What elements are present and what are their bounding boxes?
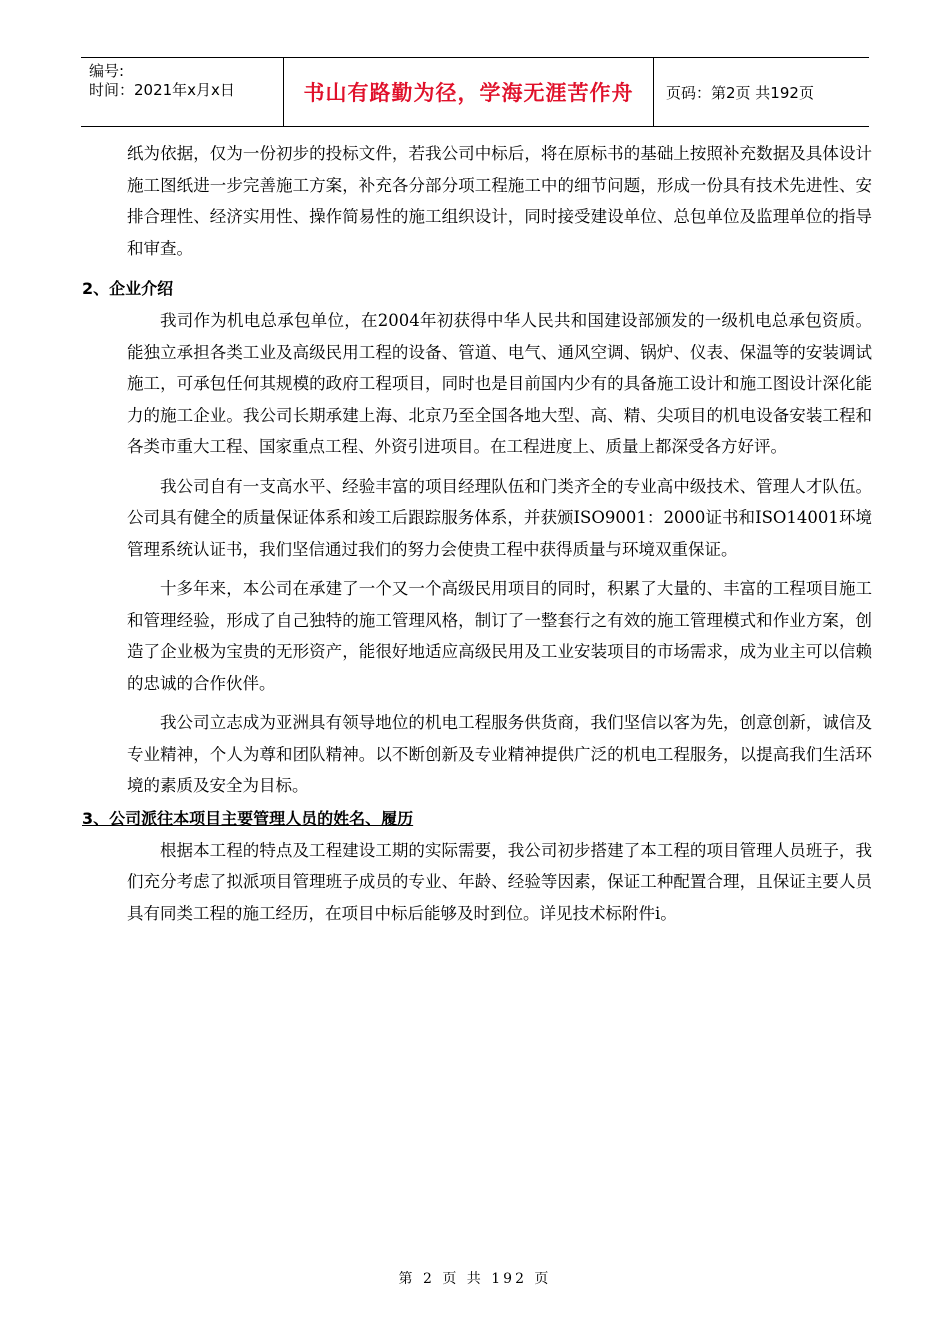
intro-paragraph: 纸为依据，仅为一份初步的投标文件，若我公司中标后，将在原标书的基础上按照补充数据及具体设计施工图纸进一步完善施工方案，补充各分部分项工程施工中的细节问题，形成一份具有技术先进性、安排合理性、经济实用性、操作简易性的施工组织设计，同时接受建设单位、总包单位及监理单位的指导和审查。: [127, 144, 872, 258]
document-body: [82, 138, 872, 929]
section-2-paragraph-4: 我公司立志成为亚洲具有领导地位的机电工程服务供货商，我们坚信以客为先，创意创新，诚信及专业精神，个人为尊和团队精神。以不断创新及专业精神提供广泛的机电工程服务，以提高我们生活环境的素质及安全为目标。: [127, 713, 872, 795]
header-motto: 书山有路勤为径，学海无涯苦作舟: [284, 58, 654, 126]
section-2-paragraph-1: 我司作为机电总承包单位，在2004年初获得中华人民共和国建设部颁发的一级机电总承包资质。能独立承担各类工业及高级民用工程的设备、管道、电气、通风空调、锅炉、仪表、保温等的安装调试施工，可承包任何其规模的政府工程项目，同时也是目前国内少有的具备施工设计和施工图设计深化能力的施工企业。我公司长期承建上海、北京乃至全国各地大型、高、精、尖项目的机电设备安装工程和各类市重大工程、国家重点工程、外资引进项目。在工程进度上、质量上都深受各方好评。: [127, 311, 872, 456]
page-footer: 第 2 页 共 192 页: [398, 1271, 552, 1287]
document-number-label: 编号:: [89, 62, 125, 80]
section-2-paragraph-2: 我公司自有一支高水平、经验丰富的项目经理队伍和门类齐全的专业高中级技术、管理人才队伍。公司具有健全的质量保证体系和竣工后跟踪服务体系，并获颁ISO9001：2000证书和ISO14001环境管理系统认证书，我们坚信通过我们的努力会使贵工程中获得质量与环境双重保证。: [127, 476, 872, 559]
header-meta: [81, 58, 284, 126]
section-2-paragraph-3: 十多年来，本公司在承建了一个又一个高级民用项目的同时，积累了大量的、丰富的工程项目施工和管理经验，形成了自己独特的施工管理风格，制订了一整套行之有效的施工管理模式和作业方案，创造了企业极为宝贵的无形资产，能很好地适应高级民用及工业安装项目的市场需求，成为业主可以信赖的忠诚的合作伙伴。: [127, 579, 872, 693]
header-page-info: 页码：第2页 共192页: [666, 83, 814, 102]
document-header: [81, 57, 869, 127]
section-3-heading: [82, 802, 872, 835]
document-time-label: 时间：2021年x月x日: [89, 81, 235, 99]
section-3-heading-text: 3、公司派往本项目主要管理人员的姓名、履历: [82, 808, 414, 828]
section-2-heading: 2、企业介绍: [82, 279, 174, 298]
section-3-paragraph-1: 根据本工程的特点及工程建设工期的实际需要，我公司初步搭建了本工程的项目管理人员班子，我们充分考虑了拟派项目管理班子成员的专业、年龄、经验等因素，保证工种配置合理，且保证主要人员具有同类工程的施工经历，在项目中标后能够及时到位。详见技术标附件i。: [127, 840, 872, 923]
